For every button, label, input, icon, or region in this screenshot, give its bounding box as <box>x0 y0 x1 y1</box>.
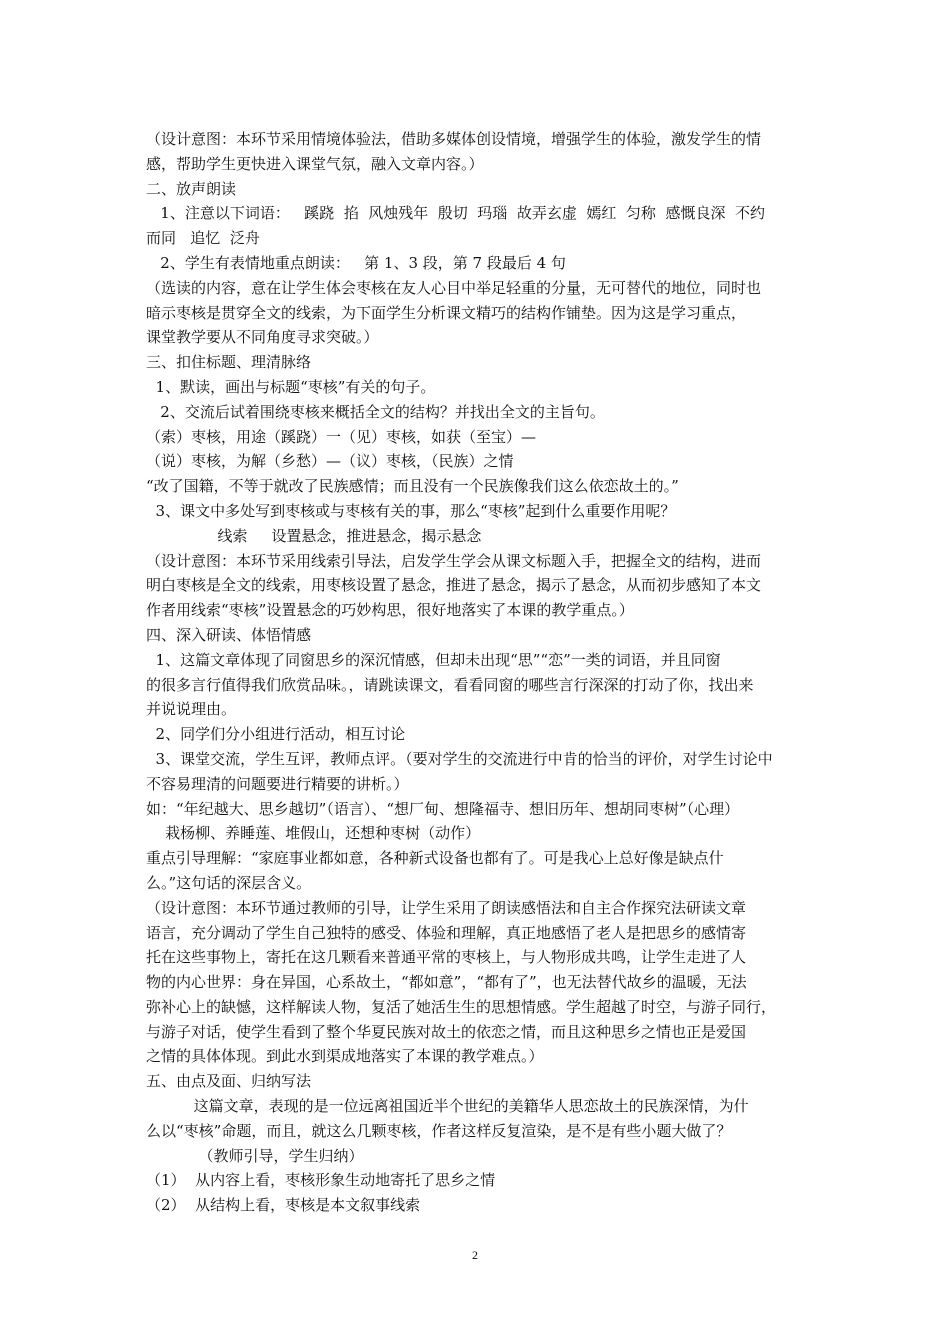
text-line: （教师引导，学生归纳） <box>146 1146 364 1165</box>
document-body <box>146 127 814 1218</box>
text-line: 弥补心上的缺憾，这样解读人物，复活了她活生生的思想情感。学生超越了时空，与游子同行， <box>146 997 777 1016</box>
text-line: 作者用线索“枣核”设置悬念的巧妙构思，很好地落实了本课的教学重点。） <box>146 601 634 620</box>
text-line: （选读的内容，意在让学生体会枣核在友人心目中举足轻重的分量，无可替代的地位，同时也 <box>146 278 762 297</box>
text-line: 重点引导理解：“家庭事业都如意，各种新式设备也都有了。可是我心上总好像是缺点什 <box>146 849 724 868</box>
text-line: 暗示枣核是贯穿全文的线索，为下面学生分析课文精巧的结构作铺垫。因为这是学习重点， <box>146 303 747 322</box>
text-line: （索）枣核，用途（蹊跷）一（见）枣核，如获（至宝）— <box>146 427 537 446</box>
text-line: 的很多言行值得我们欣赏品味。，请跳读课文，看看同窗的哪些言行深深的打动了你，找出来 <box>146 675 754 694</box>
text-line: 3、课文中多处写到枣核或与枣核有关的事，那么“枣核”起到什么重要作用呢？ <box>146 501 676 520</box>
text-line: 3、课堂交流，学生互评，教师点评。（要对学生的交流进行中肯的恰当的评价，对学生讨论中 <box>146 749 773 768</box>
text-line: 1、注意以下词语： 蹊跷 掐 风烛残年 殷切 玛瑙 故弄玄虚 嫣红 匀称 感慨良深 不约 <box>146 204 765 223</box>
text-line: 线索 设置悬念，推进悬念，揭示悬念 <box>146 526 482 545</box>
page-number: 2 <box>472 1248 478 1262</box>
text-line: （说）枣核，为解（乡愁）—（议）枣核，（民族）之情 <box>146 452 514 471</box>
text-line: 1、默读，画出与标题“枣核”有关的句子。 <box>146 377 436 396</box>
text-line: （2） 从结构上看，枣核是本文叙事线索 <box>146 1196 421 1215</box>
text-line: 课堂教学要从不同角度寻求突破。） <box>146 328 379 347</box>
text-line: 托在这些事物上，寄托在这几颗看来普通平常的枣核上，与人物形成共鸣，让学生走进了人 <box>146 948 747 967</box>
text-line: 2、同学们分小组进行活动，相互讨论 <box>146 725 406 744</box>
text-line: （设计意图：本环节采用情境体验法，借助多媒体创设情境，增强学生的体验，激发学生的情 <box>146 130 762 148</box>
text-line: 而同 追忆 泛舟 <box>146 229 260 248</box>
text-line: 三、扣住标题、理清脉络 <box>146 353 312 372</box>
text-line: 并说说理由。 <box>146 700 237 719</box>
text-line: （1） 从内容上看，枣核形象生动地寄托了思乡之情 <box>146 1171 496 1190</box>
text-line: 语言，充分调动了学生自己独特的感受、体验和理解，真正地感悟了老人是把思乡的感情寄 <box>146 923 747 942</box>
text-line: 二、放声朗读 <box>146 179 237 198</box>
text-line: 2、学生有表情地重点朗读： 第 1、3 段，第 7 段最后 4 句 <box>146 253 566 272</box>
text-line: 五、由点及面、归纳写法 <box>146 1072 312 1091</box>
text-line: 栽杨柳、养睡莲、堆假山，还想种枣树（动作） <box>146 824 481 843</box>
text-line: 么。”这句话的深层含义。 <box>146 873 312 892</box>
text-line: 2、交流后试着围绕枣核来概括全文的结构？并找出全文的主旨句。 <box>146 402 605 421</box>
text-line: 明白枣核是全文的线索，用枣核设置了悬念，推进了悬念，揭示了悬念，从而初步感知了本文 <box>146 576 762 595</box>
text-line: 如：“年纪越大、思乡越切”（语言）、“想厂甸、想隆福寺、想旧历年、想胡同枣树”（心理） <box>146 799 740 818</box>
text-line: 么以“枣核”命题，而且，就这么几颗枣核，作者这样反复渲染，是不是有些小题大做了？ <box>146 1121 732 1140</box>
text-line: 不容易理清的问题要进行精要的讲析。） <box>146 774 409 793</box>
text-line: 四、深入研读、体悟情感 <box>146 625 312 644</box>
text-line: 与游子对话，使学生看到了整个华夏民族对故土的依恋之情，而且这种思乡之情也正是爱国 <box>146 1022 747 1041</box>
text-line: 物的内心世界：身在异国，心系故土，“都如意”，“都有了”，也无法替代故乡的温暖，无法 <box>146 973 747 992</box>
text-line: 之情的具体体现。到此水到渠成地落实了本课的教学难点。） <box>146 1047 544 1066</box>
text-line: 感，帮助学生更快进入课堂气氛，融入文章内容。） <box>146 154 484 173</box>
text-line: 1、这篇文章体现了同窗思乡的深沉情感，但却未出现“思”“恋”一类的词语，并且同窗 <box>146 650 721 669</box>
text-line: （设计意图：本环节采用线索引导法，启发学生学会从课文标题入手，把握全文的结构，进而 <box>146 551 762 570</box>
text-line: 这篇文章，表现的是一位远离祖国近半个世纪的美籍华人思恋故土的民族深情，为什 <box>146 1097 749 1116</box>
text-line: （设计意图：本环节通过教师的引导，让学生采用了朗读感悟法和自主合作探究法研读文章 <box>146 898 747 917</box>
text-line: “改了国籍，不等于就改了民族感情；而且没有一个民族像我们这么依恋故土的。” <box>146 477 679 496</box>
